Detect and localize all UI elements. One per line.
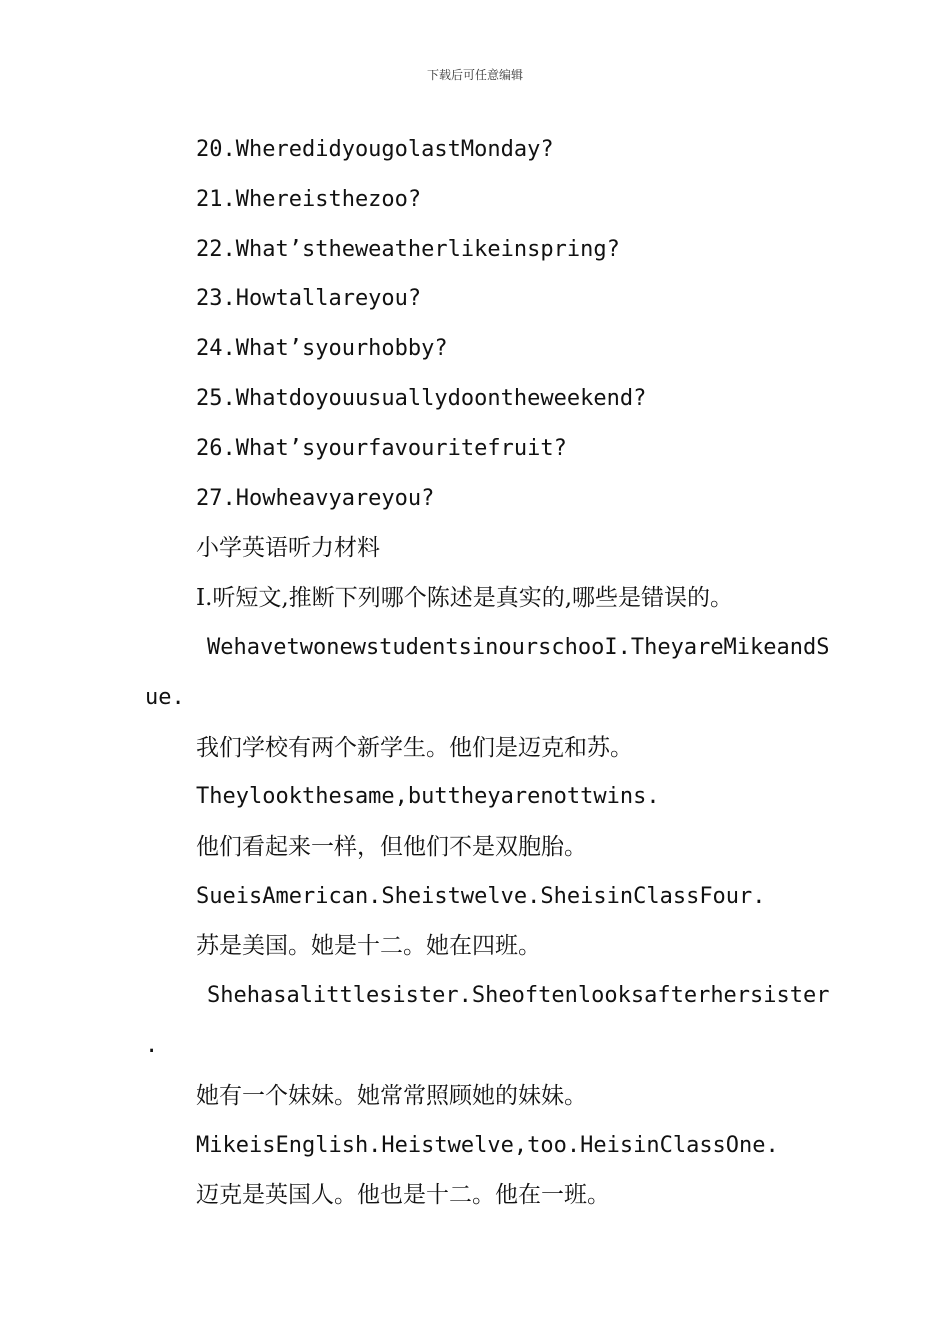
question-23: 23.Howtallareyou? [196, 286, 422, 311]
question-26: 26.What’syourfavouritefruit? [196, 436, 567, 461]
question-24: 24.What’syourhobby? [196, 336, 448, 361]
passage-translation-2: 他们看起来一样，但他们不是双胞胎。 [196, 834, 587, 860]
passage-line-5: MikeisEnglish.Heistwelve,too.HeisinClassOne. [196, 1133, 779, 1158]
passage-translation-1: 我们学校有两个新学生。他们是迈克和苏。 [196, 735, 633, 761]
passage-translation-4: 她有一个妹妹。她常常照顾她的妹妹。 [196, 1083, 587, 1109]
passage-translation-3: 苏是美国。她是十二。她在四班。 [196, 933, 541, 959]
section-instruction: I.听短文,推断下列哪个陈述是真实的,哪些是错误的。 [196, 585, 734, 611]
section-title: 小学英语听力材料 [196, 535, 380, 561]
question-20: 20.WheredidyougolastMonday? [196, 137, 554, 162]
question-27: 27.Howheavyareyou? [196, 486, 435, 511]
passage-translation-5: 迈克是英国人。他也是十二。他在一班。 [196, 1182, 610, 1208]
passage-line-2: Theylookthesame,buttheyarenottwins. [196, 784, 660, 809]
question-21: 21.Whereisthezoo? [196, 187, 422, 212]
passage-line-1b: ue. [145, 685, 185, 710]
page-header: 下载后可任意编辑 [426, 68, 523, 82]
question-25: 25.Whatdoyouusuallydoontheweekend? [196, 386, 647, 411]
passage-line-4b: . [145, 1033, 159, 1058]
passage-line-4a: Shehasalittlesister.Sheoftenlooksafterhersister [207, 983, 830, 1008]
passage-line-1a: WehavetwonewstudentsinourschooI.TheyareMikeandS [207, 635, 830, 660]
passage-line-3: SueisAmerican.Sheistwelve.SheisinClassFour. [196, 884, 766, 909]
question-22: 22.What’stheweatherlikeinspring? [196, 237, 620, 262]
